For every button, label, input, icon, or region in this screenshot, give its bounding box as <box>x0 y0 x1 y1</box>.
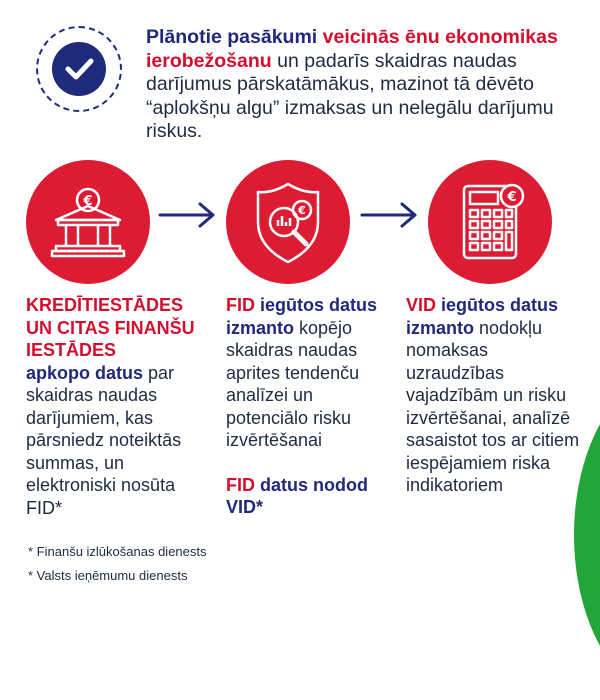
col3-bold: iegūtos datus izmanto <box>406 295 559 338</box>
svg-text:€: € <box>507 190 517 205</box>
footnote-vid: * Valsts ieņēmumu dienests <box>28 568 188 583</box>
col2-bold: iegūtos datus izmanto <box>226 295 378 338</box>
intro-rest: un padarīs skaidras naudas darījumus pārskatāmākus, mazinot tā dēvēto “aplokšņu algu” izmaksas un nelegālu darījumu riskus. <box>146 49 554 142</box>
col1-bold: apkopo datus <box>26 362 144 383</box>
intro-lead: Plānotie pasākumi <box>146 26 323 48</box>
column-vid <box>406 294 590 497</box>
check-icon <box>52 42 106 96</box>
col1-text: par skaidras naudas darījumiem, kas pārsniedz noteiktās summas, un elektroniski nosūta FID* <box>26 362 182 518</box>
col1-heading-line1: KREDĪTIESTĀDES <box>26 295 184 315</box>
intro-text <box>146 26 586 144</box>
col1-heading-line3: IESTĀDES <box>26 340 117 360</box>
col2-bold2: datus nodod VID* <box>226 474 368 517</box>
column-fid <box>226 294 396 519</box>
col2-red: FID <box>226 295 255 315</box>
check-badge <box>36 26 122 112</box>
col2-text: kopējo skaidras naudas aprites tendenču analīzei un potenciālo risku izvērtēšanai <box>226 317 360 450</box>
svg-text:€: € <box>83 194 93 209</box>
column-credit-institutions <box>26 294 202 519</box>
col3-text: nodokļu nomaksas uzraudzības vajadzībām un risku izvērtēšanai, analīzē sasaistot tos ar citiem iespējamiem riska indikatoriem <box>406 317 580 495</box>
col2-red2: FID <box>226 474 255 495</box>
bank-euro-icon <box>26 160 150 284</box>
arrow-right-icon <box>360 200 420 235</box>
calculator-euro-icon <box>428 160 552 284</box>
shield-magnifier-euro-icon <box>226 160 350 284</box>
footnote-fid: * Finanšu izlūkošanas dienests <box>28 544 207 559</box>
svg-text:€: € <box>298 204 306 217</box>
col3-red: VID <box>406 295 437 315</box>
intro-highlight: veicinās ēnu ekonomikas ierobežošanu <box>146 26 558 72</box>
arrow-right-icon <box>158 200 218 235</box>
col1-heading-line2: UN CITAS FINANŠU <box>26 317 195 338</box>
